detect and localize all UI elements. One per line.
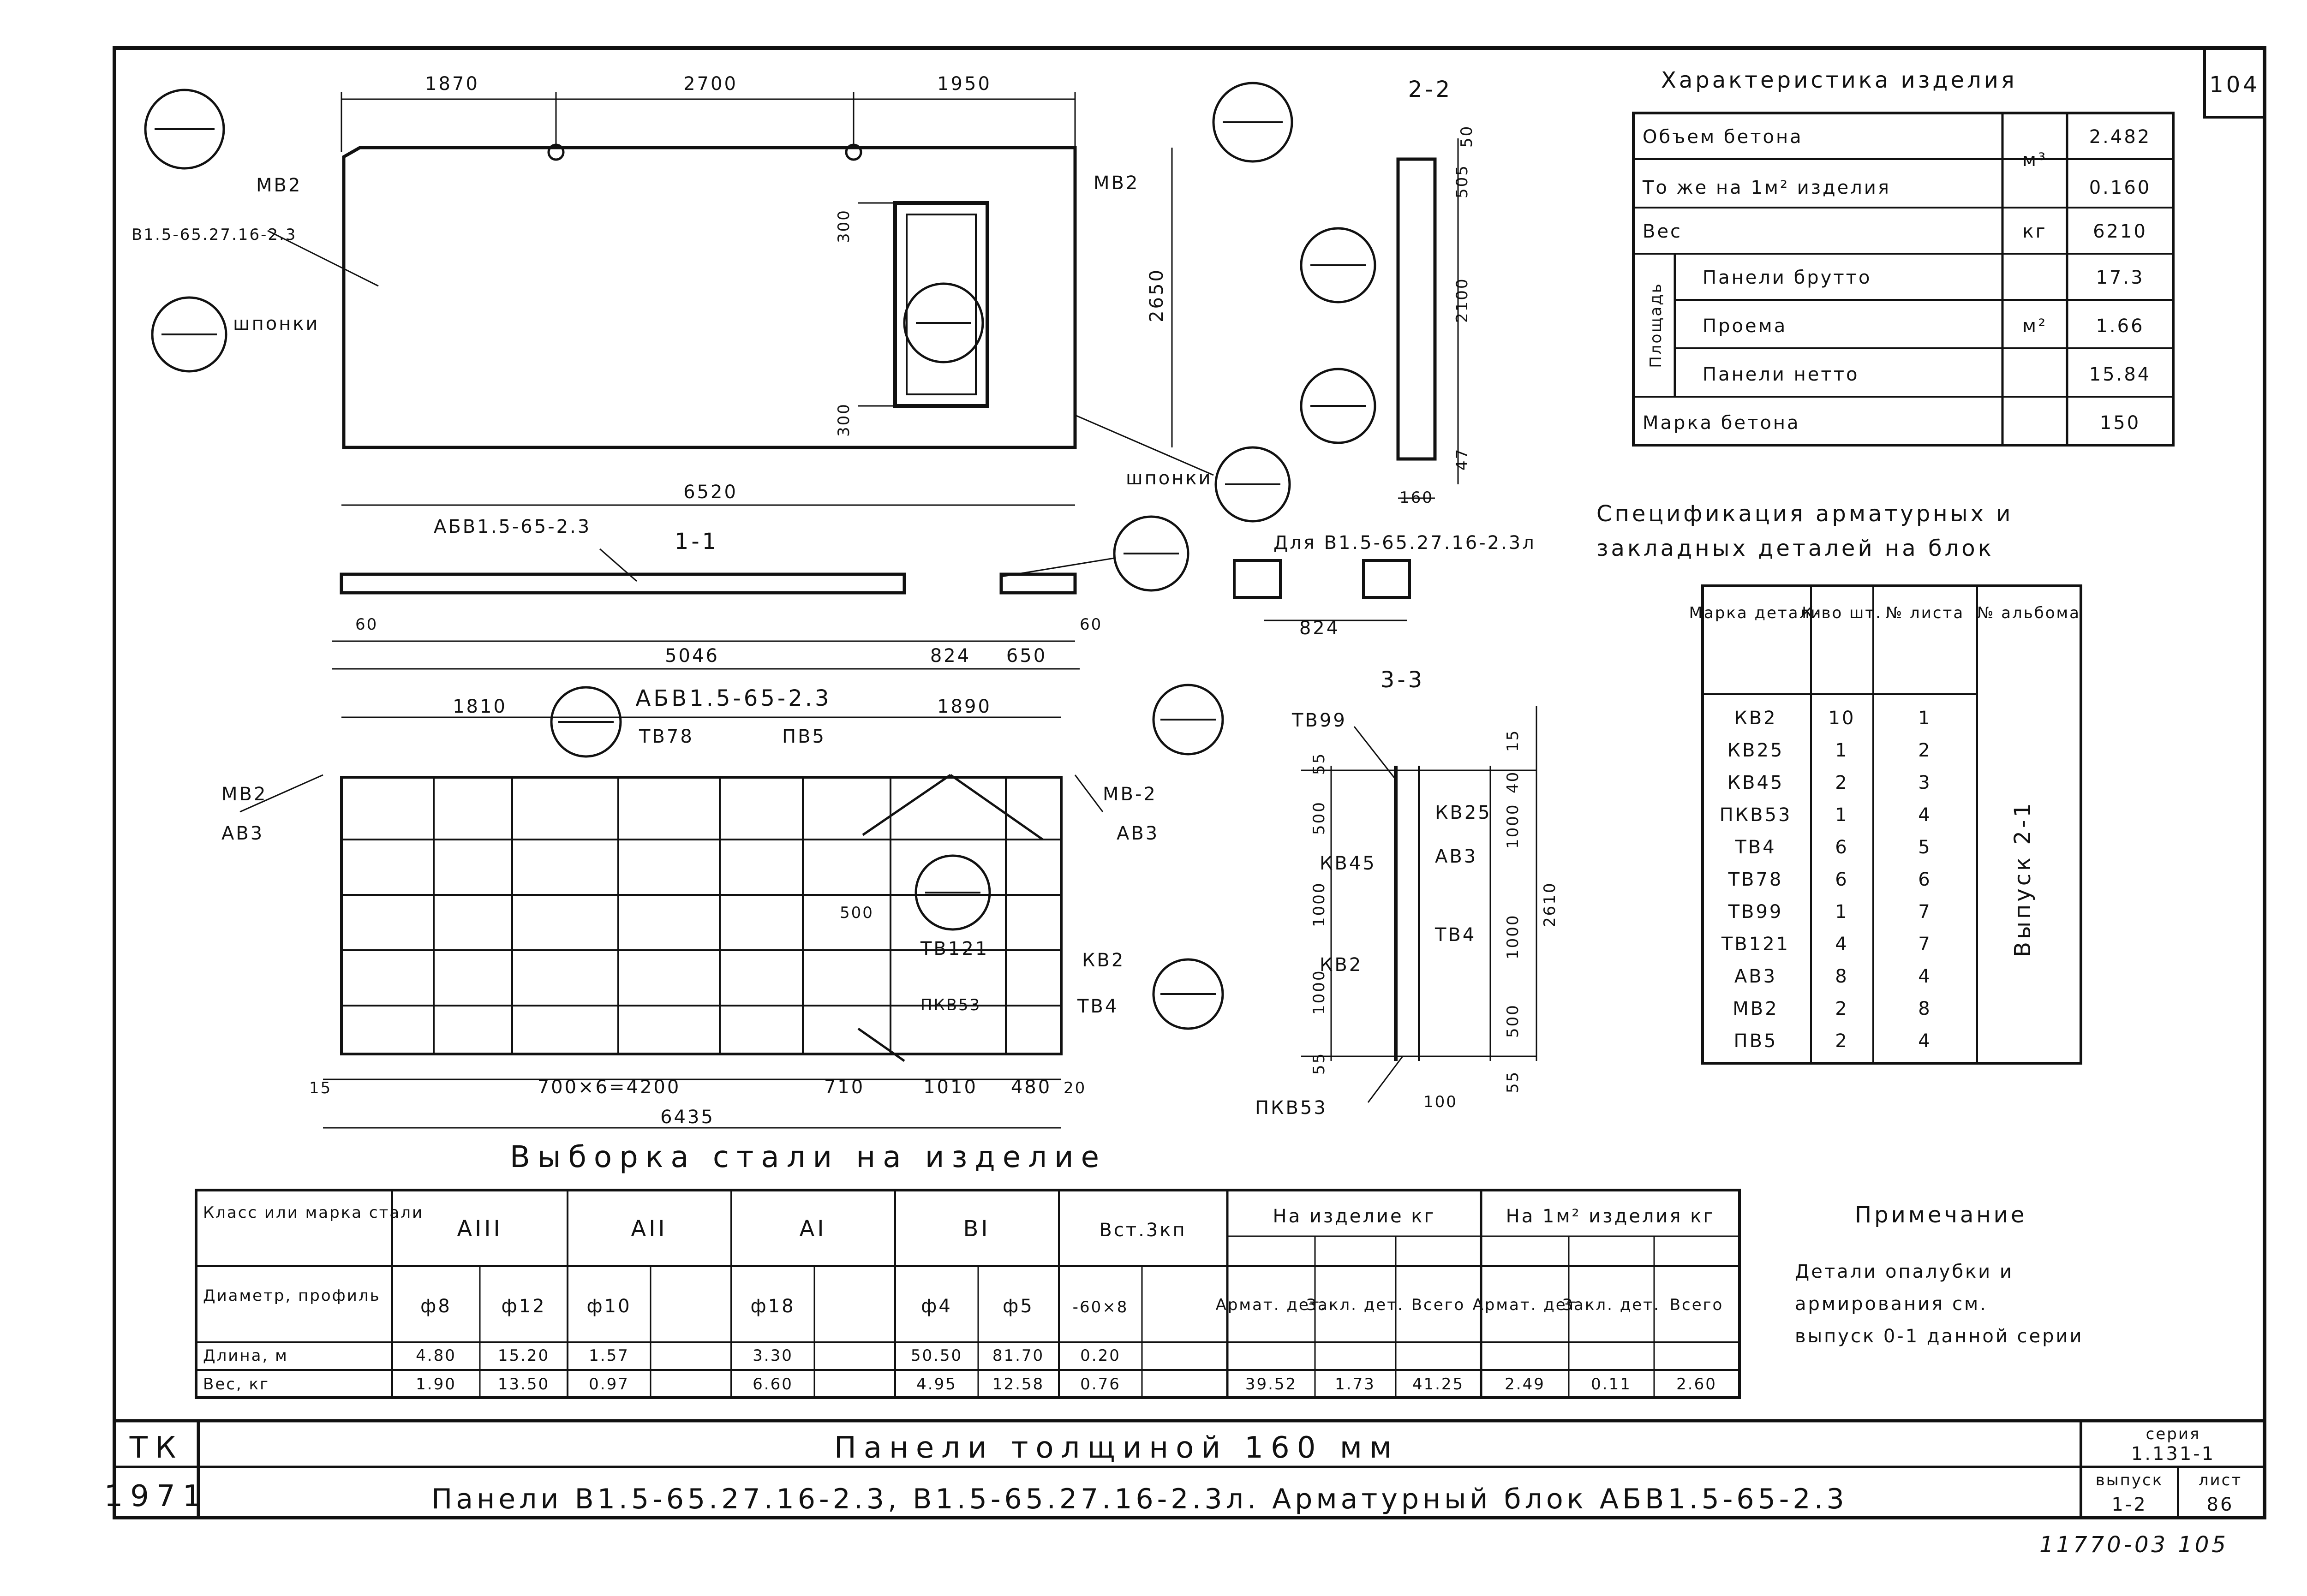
title-sheet-label: лист bbox=[2198, 1471, 2242, 1489]
dim-1950: 1950 bbox=[937, 73, 992, 95]
char-row-6-value: 15.84 bbox=[2089, 364, 2152, 385]
spec-cell-sheet: 3 bbox=[1918, 772, 1932, 793]
spec-cell-sheet: 1 bbox=[1918, 708, 1932, 729]
spec-cell-sheet: 6 bbox=[1918, 869, 1932, 890]
steel-length-label: Длина, м bbox=[203, 1346, 288, 1365]
label-pkv53-block: ПКВ53 bbox=[920, 996, 981, 1014]
spec-cell-mark: КВ45 bbox=[1727, 772, 1784, 793]
char-row-7-value: 150 bbox=[2099, 412, 2141, 434]
char-row-5-value: 1.66 bbox=[2096, 316, 2145, 337]
spec-row bbox=[1727, 772, 1932, 793]
char-row-1-value: 2.482 bbox=[2089, 126, 2152, 148]
steel-class-a2: АII bbox=[631, 1216, 668, 1242]
steel-class-vst3kp: Вст.3кп bbox=[1099, 1220, 1187, 1241]
spec-row bbox=[1734, 708, 1931, 729]
steel-sub-header: Армат. дет. bbox=[1215, 1296, 1327, 1314]
dim-20: 20 bbox=[1064, 1079, 1087, 1097]
spec-cell-sheet: 5 bbox=[1918, 837, 1932, 858]
steel-weight-cell: 4.95 bbox=[916, 1375, 957, 1394]
title-sheet: 86 bbox=[2206, 1494, 2234, 1515]
spec-row bbox=[1720, 804, 1932, 826]
steel-sub-header: Закл. дет. bbox=[1306, 1296, 1404, 1314]
spec-cell-mark: ТВ121 bbox=[1721, 934, 1790, 955]
sheet-number: 104 bbox=[2209, 72, 2260, 98]
spec-cell-mark: ТВ99 bbox=[1728, 901, 1783, 923]
dim-710: 710 bbox=[824, 1077, 865, 1098]
dim-15: 15 bbox=[309, 1079, 332, 1097]
spec-cell-qty: 10 bbox=[1828, 708, 1856, 729]
char-row-3-label: Вес bbox=[1643, 221, 1683, 242]
spec-header-mark-1: Марка детали bbox=[1689, 604, 1823, 622]
title-series: 1.131-1 bbox=[2131, 1443, 2216, 1465]
reinforcement-block bbox=[240, 685, 1223, 1128]
spec-row bbox=[1721, 934, 1932, 955]
characteristics-title: Характеристика изделия bbox=[1661, 67, 2017, 93]
steel-diam-cell: ф5 bbox=[1003, 1296, 1034, 1317]
dim-300-bottom: 300 bbox=[835, 403, 853, 437]
label-kv25: КВ25 bbox=[1435, 802, 1492, 823]
spec-cell-mark: ТВ4 bbox=[1735, 837, 1776, 858]
char-row-6-label: Панели нетто bbox=[1703, 364, 1859, 385]
dim-2100: 2100 bbox=[1453, 277, 1471, 323]
steel-weight-cell: 6.60 bbox=[753, 1375, 793, 1394]
steel-total-cell: 39.52 bbox=[1245, 1375, 1297, 1394]
steel-diam-label: Диаметр, профиль bbox=[203, 1286, 381, 1305]
steel-weight-cell: 0.76 bbox=[1080, 1375, 1121, 1394]
char-row-2-label: То же на 1м² изделия bbox=[1643, 177, 1891, 198]
spec-album-value: Выпуск 2-1 bbox=[2010, 800, 2036, 957]
title-series-label: серия bbox=[2146, 1425, 2201, 1443]
dim-60-right: 60 bbox=[1080, 615, 1103, 634]
steel-length-cell: 4.80 bbox=[416, 1346, 456, 1365]
steel-weight-cell: 0.97 bbox=[589, 1375, 629, 1394]
spec-title-line2: закладных деталей на блок bbox=[1596, 536, 1994, 561]
steel-sub-header: Закл. дет. bbox=[1562, 1296, 1660, 1314]
dim-15-section: 15 bbox=[1504, 729, 1522, 752]
spec-cell-qty: 6 bbox=[1835, 837, 1849, 858]
title-line-1: Панели толщиной 160 мм bbox=[834, 1431, 1399, 1465]
dim-2650: 2650 bbox=[1146, 268, 1167, 322]
note-title: Примечание bbox=[1855, 1202, 2027, 1228]
label-shponki-left: шпонки bbox=[233, 313, 320, 334]
steel-sub-header: Всего bbox=[1669, 1296, 1724, 1314]
char-row-1-unit: м³ bbox=[2022, 149, 2048, 171]
title-tk: ТК bbox=[129, 1431, 184, 1465]
note-line-2: армирования см. bbox=[1795, 1293, 1988, 1315]
steel-total-cell: 2.49 bbox=[1505, 1375, 1545, 1394]
label-mb2-right: МВ2 bbox=[1094, 173, 1140, 194]
section-3-3-title: 3-3 bbox=[1380, 667, 1425, 693]
section-1-1 bbox=[332, 517, 1188, 669]
spec-cell-qty: 8 bbox=[1835, 966, 1849, 987]
label-kv45: КВ45 bbox=[1320, 853, 1376, 874]
dim-55-left-top: 55 bbox=[1310, 752, 1328, 775]
dim-55-right: 55 bbox=[1504, 1070, 1522, 1093]
spec-cell-sheet: 7 bbox=[1918, 934, 1932, 955]
spec-header-qty: К-во шт. bbox=[1802, 604, 1882, 622]
spec-cell-sheet: 8 bbox=[1918, 998, 1932, 1019]
spec-cell-mark: ТВ78 bbox=[1728, 869, 1783, 890]
steel-class-b1: ВI bbox=[963, 1216, 991, 1242]
steel-total-cell: 0.11 bbox=[1591, 1375, 1632, 1394]
steel-class-a1: АI bbox=[799, 1216, 827, 1242]
dim-1000-right-2: 1000 bbox=[1504, 914, 1522, 959]
spec-row bbox=[1728, 869, 1932, 890]
dim-500-left: 500 bbox=[1310, 801, 1328, 835]
char-row-4-value: 17.3 bbox=[2096, 267, 2145, 288]
section-1-1-title: 1-1 bbox=[674, 529, 719, 554]
steel-weight-cell: 12.58 bbox=[992, 1375, 1045, 1394]
steel-length-cell: 1.57 bbox=[589, 1346, 629, 1365]
dim-650: 650 bbox=[1006, 645, 1047, 667]
steel-diam-cell: ф10 bbox=[586, 1296, 632, 1317]
label-ab3-left: АВ3 bbox=[221, 823, 264, 844]
char-row-4-label: Панели брутто bbox=[1703, 267, 1872, 288]
spec-row bbox=[1728, 901, 1932, 923]
block-mark-plan: АБВ1.5-65-2.3 bbox=[635, 685, 832, 711]
steel-sub-headers bbox=[1216, 1296, 1724, 1314]
dim-4200: 700×6=4200 bbox=[537, 1077, 681, 1098]
panel-elevation bbox=[145, 83, 1292, 521]
char-area-group: Площадь bbox=[1647, 282, 1665, 368]
char-row-3-unit: кг bbox=[2022, 221, 2047, 242]
spec-row bbox=[1734, 837, 1931, 858]
spec-cell-qty: 1 bbox=[1835, 804, 1849, 826]
spec-cell-qty: 2 bbox=[1835, 1030, 1849, 1052]
dim-480: 480 bbox=[1010, 1077, 1052, 1098]
steel-weight-label: Вес, кг bbox=[203, 1375, 269, 1394]
spec-cell-qty: 1 bbox=[1835, 901, 1849, 923]
spec-cell-qty: 6 bbox=[1835, 869, 1849, 890]
char-row-1-label: Объем бетона bbox=[1643, 126, 1803, 148]
dim-160: 160 bbox=[1399, 488, 1434, 507]
spec-cell-qty: 2 bbox=[1835, 772, 1849, 793]
label-tv4-section: ТВ4 bbox=[1435, 924, 1476, 946]
left-variant-label: Для В1.5-65.27.16-2.3л bbox=[1273, 532, 1536, 554]
steel-weight-cell: 13.50 bbox=[497, 1375, 550, 1394]
dim-505: 505 bbox=[1453, 164, 1471, 198]
section-3-3 bbox=[1301, 706, 1536, 1102]
steel-lengths bbox=[416, 1346, 1121, 1365]
spec-cell-sheet: 4 bbox=[1918, 804, 1932, 826]
spec-cell-mark: ПВ5 bbox=[1733, 1030, 1778, 1052]
steel-diam-cell: ф12 bbox=[501, 1296, 546, 1317]
spec-cell-mark: ПКВ53 bbox=[1719, 804, 1792, 826]
steel-length-cell: 0.20 bbox=[1080, 1346, 1121, 1365]
char-area-unit: м² bbox=[2022, 316, 2048, 337]
dim-6520: 6520 bbox=[683, 482, 738, 503]
note-line-1: Детали опалубки и bbox=[1795, 1261, 2014, 1282]
spec-row bbox=[1727, 740, 1932, 761]
spec-cell-mark: КВ2 bbox=[1734, 708, 1777, 729]
label-ab3-right: АВ3 bbox=[1117, 823, 1159, 844]
label-pv5: ПВ5 bbox=[782, 726, 826, 747]
spec-header-sheet: № листа bbox=[1885, 604, 1965, 622]
label-pkv53-section: ПКВ53 bbox=[1255, 1097, 1327, 1119]
dim-500-block: 500 bbox=[840, 904, 874, 922]
steel-diam-cell: ф18 bbox=[750, 1296, 795, 1317]
steel-class-a3: АIII bbox=[457, 1216, 503, 1242]
block-mark-section: АБВ1.5-65-2.3 bbox=[434, 516, 592, 537]
label-kv2-block: КВ2 bbox=[1082, 950, 1125, 971]
dim-500-right: 500 bbox=[1504, 1004, 1522, 1038]
spec-cell-sheet: 7 bbox=[1918, 901, 1932, 923]
spec-cell-mark: АВ3 bbox=[1734, 966, 1777, 987]
dim-1870: 1870 bbox=[425, 73, 479, 95]
spec-cell-sheet: 4 bbox=[1918, 966, 1932, 987]
char-row-3-value: 6210 bbox=[2093, 221, 2147, 242]
spec-header-album: № альбома bbox=[1977, 604, 2081, 622]
steel-length-cell: 50.50 bbox=[910, 1346, 963, 1365]
steel-total-cell: 2.60 bbox=[1676, 1375, 1717, 1394]
dim-1010: 1010 bbox=[923, 1077, 978, 1098]
char-row-2-value: 0.160 bbox=[2089, 177, 2152, 198]
spec-cell-qty: 4 bbox=[1835, 934, 1849, 955]
dim-5046: 5046 bbox=[665, 645, 719, 667]
section-2-2-title: 2-2 bbox=[1408, 77, 1453, 102]
spec-cell-sheet: 4 bbox=[1918, 1030, 1932, 1052]
steel-length-cell: 81.70 bbox=[992, 1346, 1045, 1365]
dim-2610: 2610 bbox=[1541, 881, 1559, 927]
spec-cell-qty: 1 bbox=[1835, 740, 1849, 761]
dim-1000-left-1: 1000 bbox=[1310, 881, 1328, 927]
steel-weight-cell: 1.90 bbox=[416, 1375, 456, 1394]
label-ab3-section: АВ3 bbox=[1435, 846, 1478, 867]
title-issue: 1-2 bbox=[2111, 1494, 2147, 1515]
steel-diam-cell: ф8 bbox=[420, 1296, 452, 1317]
archive-number: 11770-03 105 bbox=[2039, 1532, 2229, 1558]
label-mb2-left: МВ2 bbox=[256, 175, 302, 196]
label-mb2-block: МВ2 bbox=[221, 784, 268, 805]
steel-title: Выборка стали на изделие bbox=[510, 1140, 1106, 1174]
spec-row bbox=[1734, 966, 1932, 987]
steel-per-item: На изделие кг bbox=[1273, 1206, 1436, 1227]
dim-824-variant: 824 bbox=[1299, 618, 1340, 639]
label-shponki-right: шпонки bbox=[1126, 468, 1213, 489]
title-line-2: Панели В1.5-65.27.16-2.3, В1.5-65.27.16-2.3л. Арматурный блок АБВ1.5-65-2.3 bbox=[431, 1483, 1848, 1515]
steel-length-cell: 15.20 bbox=[497, 1346, 550, 1365]
spec-cell-mark: МВ2 bbox=[1733, 998, 1779, 1019]
steel-length-cell: 3.30 bbox=[753, 1346, 793, 1365]
spec-cell-mark: КВ25 bbox=[1727, 740, 1784, 761]
steel-diam-cell: -60×8 bbox=[1072, 1298, 1129, 1316]
steel-class-label: Класс или марка стали bbox=[203, 1203, 424, 1222]
dim-47: 47 bbox=[1453, 447, 1471, 470]
spec-cell-qty: 2 bbox=[1835, 998, 1849, 1019]
dim-300-top: 300 bbox=[835, 209, 853, 243]
note-line-3: выпуск 0-1 данной серии bbox=[1795, 1326, 2084, 1347]
label-tv78: ТВ78 bbox=[639, 726, 694, 747]
dim-1000-right-1: 1000 bbox=[1504, 803, 1522, 849]
dim-1890: 1890 bbox=[937, 696, 992, 717]
title-year: 1971 bbox=[104, 1479, 209, 1513]
dim-50: 50 bbox=[1458, 125, 1476, 148]
steel-total-cell: 1.73 bbox=[1335, 1375, 1375, 1394]
char-row-7-label: Марка бетона bbox=[1643, 412, 1800, 434]
label-tv99: ТВ99 bbox=[1292, 710, 1347, 731]
panel-mark-label: В1.5-65.27.16-2.3 bbox=[131, 226, 297, 244]
title-issue-label: выпуск bbox=[2095, 1471, 2164, 1489]
char-row-5-label: Проема bbox=[1703, 316, 1787, 337]
spec-cell-sheet: 2 bbox=[1918, 740, 1932, 761]
steel-weights bbox=[416, 1375, 1121, 1394]
steel-diam-cell: ф4 bbox=[921, 1296, 952, 1317]
dim-60-left: 60 bbox=[355, 615, 378, 634]
dim-2700: 2700 bbox=[683, 73, 738, 95]
dim-1000-left-2: 1000 bbox=[1310, 969, 1328, 1015]
steel-diameters bbox=[420, 1296, 1128, 1317]
dim-100: 100 bbox=[1423, 1093, 1458, 1111]
dim-6435: 6435 bbox=[660, 1107, 715, 1128]
steel-sub-header: Армат. дет bbox=[1472, 1296, 1578, 1314]
spec-title-line1: Спецификация арматурных и bbox=[1596, 501, 2014, 527]
steel-sub-header: Всего bbox=[1411, 1296, 1465, 1314]
spec-row bbox=[1734, 1030, 1932, 1052]
label-tv121: ТВ121 bbox=[920, 938, 989, 959]
dim-1810: 1810 bbox=[453, 696, 507, 717]
steel-per-m2: На 1м² изделия кг bbox=[1506, 1206, 1715, 1227]
steel-total-cell: 41.25 bbox=[1412, 1375, 1464, 1394]
dim-55-left-bottom: 55 bbox=[1310, 1052, 1328, 1075]
spec-rows bbox=[1720, 708, 1932, 1052]
dim-40: 40 bbox=[1504, 770, 1522, 793]
dim-824: 824 bbox=[930, 645, 971, 667]
spec-row bbox=[1733, 998, 1931, 1019]
label-tv4-block: ТВ4 bbox=[1077, 996, 1119, 1017]
label-kv2-section: КВ2 bbox=[1320, 954, 1363, 976]
label-mb2b: МВ-2 bbox=[1103, 784, 1157, 805]
